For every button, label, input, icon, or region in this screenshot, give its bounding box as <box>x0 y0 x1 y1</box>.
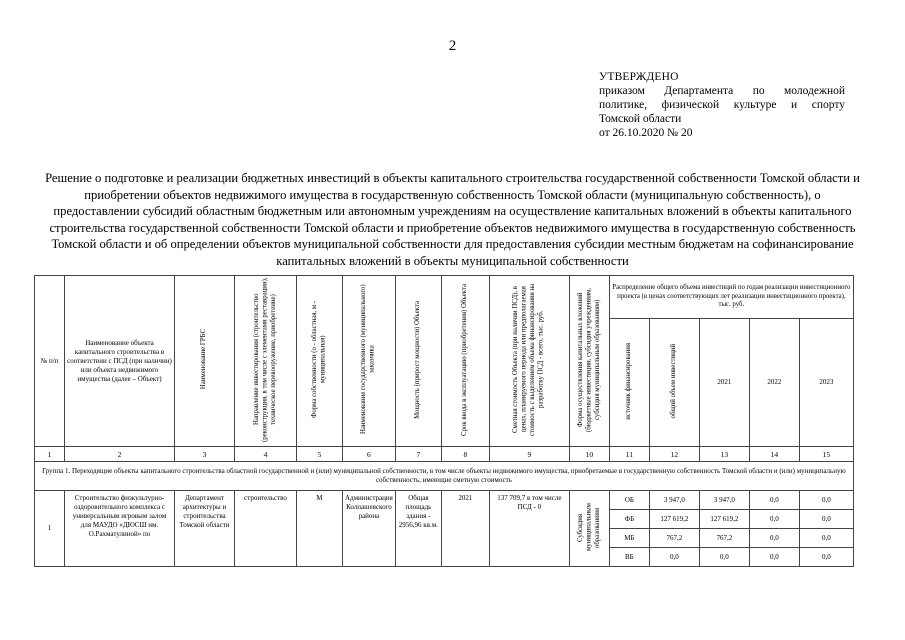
col-number: 7 <box>395 447 441 462</box>
source-cell: ВБ <box>609 548 649 567</box>
y2022-cell: 0,0 <box>749 548 799 567</box>
header-total: общий объем инвестиций <box>649 319 699 447</box>
row-object: Строительство физкультурно-оздоровительного комплекса с универсальным игровым залом для МАУДО «ДЮСШ им. О.Рахматулиной» по <box>65 491 175 567</box>
y2022-cell: 0,0 <box>749 510 799 529</box>
y2023-cell: 0,0 <box>799 510 853 529</box>
header-row-top <box>35 276 854 319</box>
total-cell: 767,2 <box>649 529 699 548</box>
group-row <box>35 462 854 491</box>
investment-table <box>34 275 854 567</box>
col-number: 8 <box>441 447 489 462</box>
y2022-cell: 0,0 <box>749 491 799 510</box>
header-customer: Наименование государственного (муниципального) заказчика <box>343 276 396 447</box>
row-form: Субсидия муниципальным образованиям <box>569 491 609 567</box>
header-term: Срок ввода в эксплуатацию (приобретения) Объекта <box>441 276 489 447</box>
col-number: 1 <box>35 447 65 462</box>
y2021-cell: 127 619,2 <box>699 510 749 529</box>
y2021-cell: 3 947,0 <box>699 491 749 510</box>
col-number: 4 <box>235 447 297 462</box>
header-distribution: Распределение общего объема инвестиций по годам реализации инвестиционного проекта (в ценах соответствующих лет реализации инвестиционного проекта), тыс. руб. <box>609 276 853 319</box>
total-cell: 127 619,2 <box>649 510 699 529</box>
header-cost: Сметная стоимость Объекта (при наличии ПСД), в ценах, планируемого периода или предполагаемая стоимость с выделением объема финансирования на разработку ПСД - всего, тыс. руб. <box>489 276 569 447</box>
y2021-cell: 767,2 <box>699 529 749 548</box>
approval-heading: УТВЕРЖДЕНО <box>599 71 679 83</box>
total-cell: 3 947,0 <box>649 491 699 510</box>
row-ownership: М <box>297 491 343 567</box>
row-cost: 137 709,7 в том числе ПСД - 0 <box>489 491 569 567</box>
header-direction: Направление инвестирования (строительство (реконструкция, в том числе с элементами реставрации), техническое перевооружение, приобретение) <box>235 276 297 447</box>
source-cell: ОБ <box>609 491 649 510</box>
approval-line-3: Томской области <box>599 113 682 125</box>
column-numbers-row <box>35 447 854 462</box>
header-num: № п/п <box>35 276 65 447</box>
header-source: источник финансирования <box>609 319 649 447</box>
page-number: 2 <box>448 38 457 54</box>
y2023-cell: 0,0 <box>799 548 853 567</box>
col-number: 14 <box>749 447 799 462</box>
group-title: Группа 1. Переходящие объекты капитального строительства областной государственной и (или) муниципальной собственности, в том числе объекты недвижимого имущества, приобретаемые в государственную собственность Томской области и (или) муниципальную собственность, имеющие сметную стоимость <box>35 462 854 491</box>
col-number: 2 <box>65 447 175 462</box>
y2023-cell: 0,0 <box>799 529 853 548</box>
y2021-cell: 0,0 <box>699 548 749 567</box>
col-number: 6 <box>343 447 396 462</box>
header-capacity: Мощность (прирост мощности) Объекта <box>395 276 441 447</box>
col-number: 15 <box>799 447 853 462</box>
header-form: Форма осуществления капитальных вложений (бюджетные инвестиции, субсидия учреждениям, субсидия муниципальным образованиям) <box>569 276 609 447</box>
total-cell: 0,0 <box>649 548 699 567</box>
y2023-cell: 0,0 <box>799 491 853 510</box>
row-capacity: Общая площадь здания - 2956,96 кв.м. <box>395 491 441 567</box>
row-term: 2021 <box>441 491 489 567</box>
header-2023: 2023 <box>799 319 853 447</box>
header-object: Наименование объекта капитального строительства в соответствии с ПСД (при наличии) или объекта недвижимого имущества (далее – Объект) <box>65 276 175 447</box>
col-number: 9 <box>489 447 569 462</box>
header-grbs: Наименование ГРБС <box>175 276 235 447</box>
col-number: 12 <box>649 447 699 462</box>
header-2021: 2021 <box>699 319 749 447</box>
col-number: 3 <box>175 447 235 462</box>
table-row <box>35 491 854 510</box>
approval-line-2: политике, физической культуре и спорту <box>599 99 845 111</box>
row-num: 1 <box>35 491 65 567</box>
col-number: 5 <box>297 447 343 462</box>
source-cell: МБ <box>609 529 649 548</box>
approval-line-1: приказом Департамента по молодежной <box>599 85 845 97</box>
source-cell: ФБ <box>609 510 649 529</box>
header-2022: 2022 <box>749 319 799 447</box>
approval-line-4: от 26.10.2020 № 20 <box>599 127 693 139</box>
col-number: 10 <box>569 447 609 462</box>
approval-block <box>599 70 845 140</box>
col-number: 11 <box>609 447 649 462</box>
col-number: 13 <box>699 447 749 462</box>
header-ownership: Форма собственности (о - областная, м - муниципальная) <box>297 276 343 447</box>
row-grbs: Департамент архитектуры и строительства Томской области <box>175 491 235 567</box>
row-customer: Администрация Колпашевского района <box>343 491 396 567</box>
y2022-cell: 0,0 <box>749 529 799 548</box>
document-title: Решение о подготовке и реализации бюджетных инвестиций в объекты капитального строительства государственной собственности Томской области и приобретении объектов недвижимого имущества в государственную собственность Томской области (муниципальную собственность), о предоставлении субсидий областным бюджетным или автономным учреждениям на осуществление капитальных вложений в объекты капитального строительства государственной собственности Томской области и приобретение объектов недвижимого имущества в государственную собственность Томской области и об определении объектов муниципальной собственности для предоставления субсидии местным бюджетам на софинансирование капитальных вложений в объекты муниципальной собственности <box>45 171 860 268</box>
row-direction: строительство <box>235 491 297 567</box>
